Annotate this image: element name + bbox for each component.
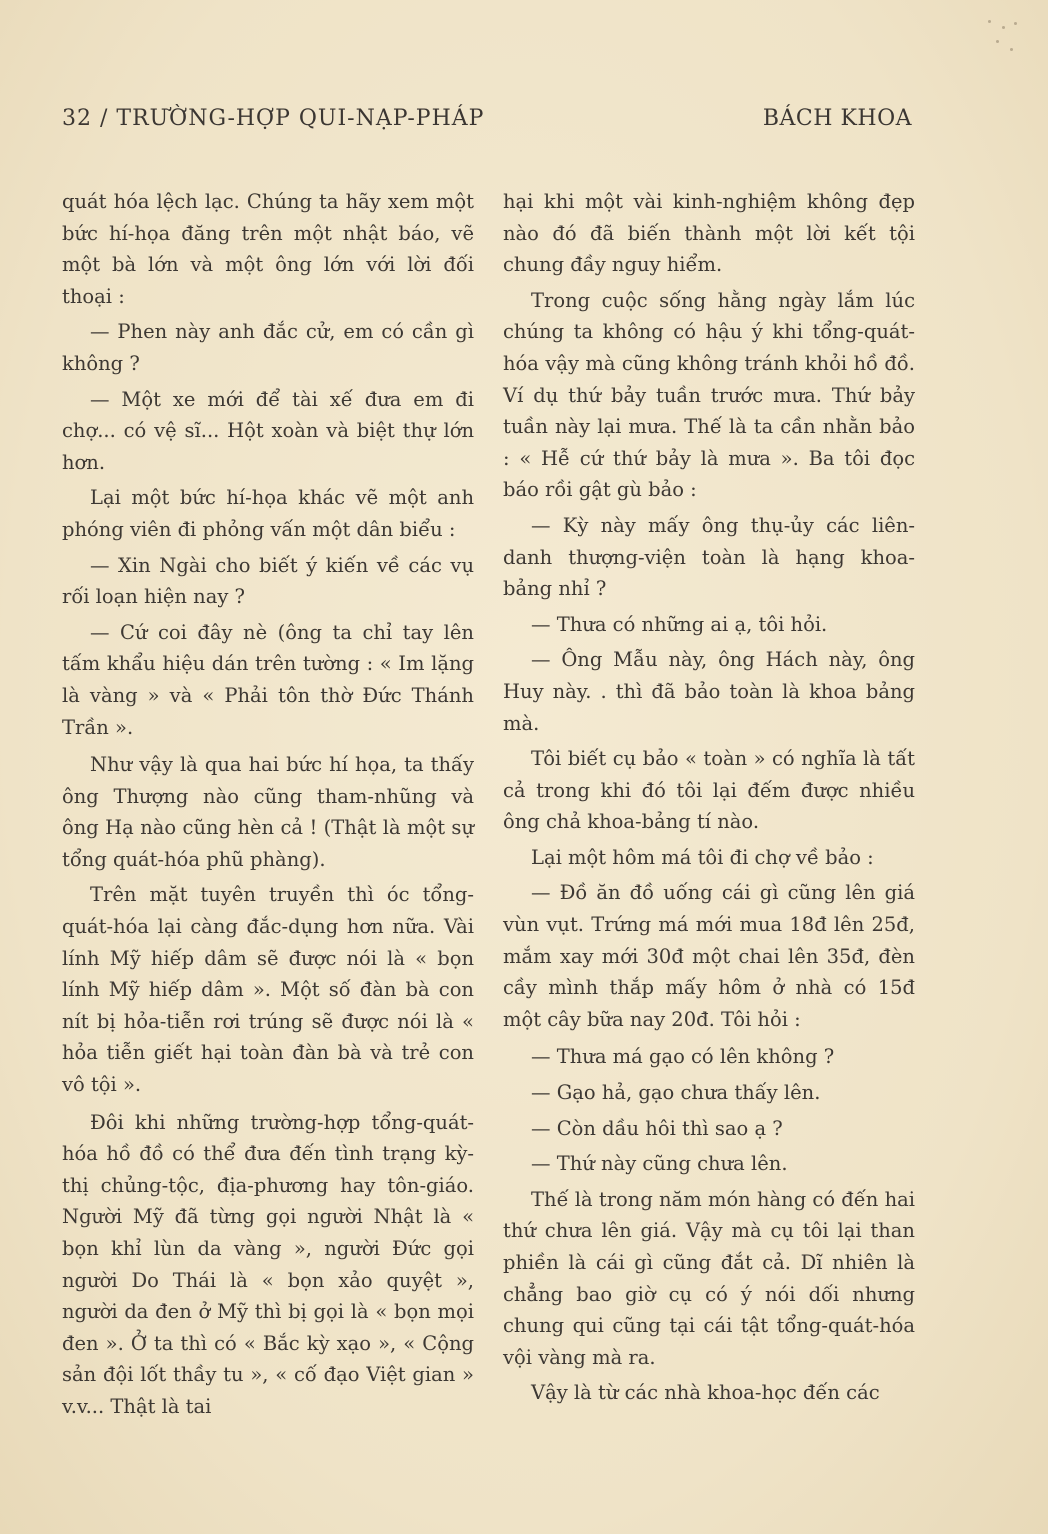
paragraph: — Một xe mới để tài xế đưa em đi chợ... có vệ sĩ... Hột xoàn và biệt thự lớn hơn.: [62, 387, 474, 474]
right-column: [503, 186, 915, 1413]
paragraph: — Thứ này cũng chưa lên.: [531, 1152, 788, 1176]
left-column: [62, 186, 474, 1427]
paragraph: Đôi khi những trường-hợp tổng-quát-hóa hồ đồ có thể đưa đến tình trạng kỳ-thị chủng-tộc, địa-phương hay tôn-giáo. Người Mỹ đã từng gọi người Nhật là « bọn khỉ lùn da vàng », người Đức gọi người Do Thái là « bọn xảo quyệt », người da đen ở Mỹ thì bị gọi là « bọn mọi đen ». Ở ta thì có « Bắc kỳ xạo », « Cộng sản đội lốt thầy tu », « cố đạo Việt gian » v.v... Thật là tai: [62, 1110, 474, 1418]
header-page-title: 32 / TRƯỜNG-HỢP QUI-NẠP-PHÁP: [62, 106, 485, 131]
paragraph: Thế là trong năm món hàng có đến hai thứ chưa lên giá. Vậy mà cụ tôi lại than phiền là cái gì cũng đắt cả. Dĩ nhiên là chẳng bao giờ cụ có ý nói dối nhưng chung qui cũng tại cái tật tổng-quát-hóa vội vàng mà ra.: [503, 1187, 915, 1369]
paragraph: — Phen này anh đắc cử, em có cần gì không ?: [62, 320, 474, 375]
paragraph: Trong cuộc sống hằng ngày lắm lúc chúng ta không có hậu ý khi tổng-quát-hóa vậy mà cũng không tránh khỏi hồ đồ. Ví dụ thứ bảy tuần trước mưa. Thứ bảy tuần này lại mưa. Thế là ta cần nhằn bảo : « Hễ cứ thứ bảy là mưa ». Ba tôi đọc báo rồi gật gù bảo :: [503, 288, 915, 502]
paragraph: — Gạo hả, gạo chưa thấy lên.: [531, 1081, 821, 1105]
paragraph: Lại một hôm má tôi đi chợ về bảo :: [531, 845, 874, 869]
paragraph: — Còn dầu hôi thì sao ạ ?: [531, 1116, 783, 1140]
running-header: [62, 106, 912, 140]
paragraph: — Cứ coi đây nè (ông ta chỉ tay lên tấm khẩu hiệu dán trên tường : « Im lặng là vàng » và « Phải tôn thờ Đức Thánh Trần ».: [62, 620, 474, 739]
paragraph: — Xin Ngài cho biết ý kiến về các vụ rối loạn hiện nay ?: [62, 553, 474, 609]
paragraph: Tôi biết cụ bảo « toàn » có nghĩa là tất cả trong khi đó tôi lại đếm được nhiều ông chả khoa-bảng tí nào.: [503, 747, 915, 834]
paragraph: quát hóa lệch lạc. Chúng ta hãy xem một bức hí-họa đăng trên một nhật báo, vẽ một bà lớn và một ông lớn với lời đối thoại :: [62, 190, 474, 308]
paragraph: — Thưa má gạo có lên không ?: [531, 1045, 835, 1069]
paragraph: Lại một bức hí-họa khác vẽ một anh phóng viên đi phỏng vấn một dân biểu :: [62, 486, 474, 541]
paragraph: — Đồ ăn đồ uống cái gì cũng lên giá vùn vụt. Trứng má mới mua 18đ lên 25đ, mắm xay mới 30đ một chai lên 35đ, đèn cầy mình thắp mấy hôm ở nhà có 15đ một cây bữa nay 20đ. Tôi hỏi :: [503, 881, 915, 1031]
paragraph: Trên mặt tuyên truyền thì óc tổng-quát-hóa lại càng đắc-dụng hơn nữa. Vài lính Mỹ hiếp dâm sẽ được nói là « bọn lính Mỹ hiếp dâm ». Một số đàn bà con nít bị hỏa-tiễn rơi trúng sẽ được nói là « hỏa tiễn giết hại toàn đàn bà và trẻ con vô tội ».: [62, 883, 474, 1097]
header-magazine-name: BÁCH KHOA: [762, 106, 912, 131]
paper-speckle: [984, 18, 1024, 58]
paragraph: — Ông Mẫu này, ông Hách này, ông Huy này. . thì đã bảo toàn là khoa bảng mà.: [503, 648, 915, 735]
paragraph: Vậy là từ các nhà khoa-học đến các: [531, 1381, 880, 1405]
paragraph: — Kỳ này mấy ông thụ-ủy các liên-danh thượng-viện toàn là hạng khoa-bảng nhỉ ?: [503, 513, 915, 601]
paragraph: — Thưa có những ai ạ, tôi hỏi.: [531, 612, 828, 636]
paragraph: Như vậy là qua hai bức hí họa, ta thấy ông Thượng nào cũng tham-nhũng và ông Hạ nào cũng hèn cả ! (Thật là một sự tổng quát-hóa phũ phàng).: [62, 753, 474, 871]
paragraph: hại khi một vài kinh-nghiệm không đẹp nào đó đã biến thành một lời kết tội chung đầy nguy hiểm.: [503, 190, 915, 277]
